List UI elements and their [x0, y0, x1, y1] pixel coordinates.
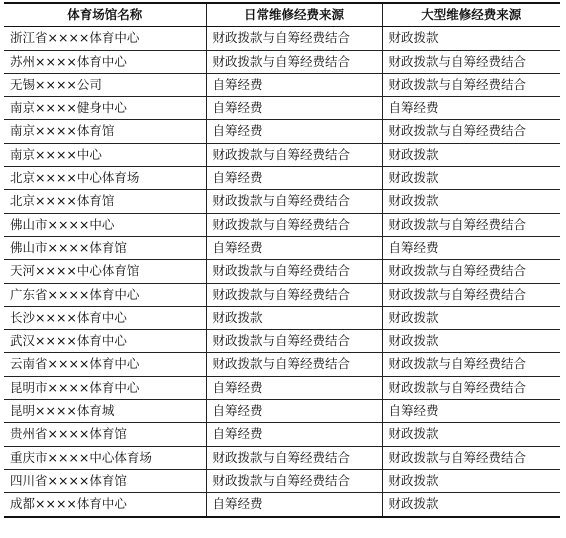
routine-maintenance-source-cell: 自筹经费 — [206, 97, 382, 120]
major-maintenance-source-cell: 财政拨款 — [382, 27, 560, 50]
routine-maintenance-source-cell: 财政拨款与自筹经费结合 — [206, 213, 382, 236]
routine-maintenance-source-cell: 财政拨款与自筹经费结合 — [206, 446, 382, 469]
major-maintenance-source-cell: 财政拨款 — [388, 496, 439, 512]
header-major-maintenance-source: 大型维修经费来源 — [382, 3, 560, 27]
major-maintenance-source-cell: 财政拨款与自筹经费结合 — [382, 353, 560, 376]
venue-name-cell: 广东省××××体育中心 — [4, 283, 206, 306]
major-maintenance-source-cell: 财政拨款与自筹经费结合 — [382, 120, 560, 143]
table-row — [4, 167, 560, 190]
routine-maintenance-source-cell: 财政拨款与自筹经费结合 — [206, 283, 382, 306]
major-maintenance-source-cell: 自筹经费 — [382, 400, 560, 423]
major-maintenance-source-cell: 财政拨款 — [382, 306, 560, 329]
major-maintenance-source-cell: 自筹经费 — [382, 236, 560, 259]
major-maintenance-source-cell: 财政拨款 — [382, 190, 560, 213]
major-maintenance-source-cell: 财政拨款 — [382, 143, 560, 166]
venue-name-cell: 佛山市××××体育馆 — [4, 236, 206, 259]
major-maintenance-source-cell: 财政拨款与自筹经费结合 — [382, 73, 560, 96]
routine-maintenance-source-cell: 财政拨款 — [206, 306, 382, 329]
venue-name-cell: 浙江省××××体育中心 — [4, 27, 206, 50]
routine-maintenance-source-cell: 自筹经费 — [206, 167, 382, 190]
table-row — [4, 50, 560, 73]
table-row — [4, 27, 560, 50]
table-header-row — [4, 3, 560, 27]
table-row — [4, 143, 560, 166]
major-maintenance-source-cell: 财政拨款与自筹经费结合 — [382, 283, 560, 306]
venue-name-cell: 苏州××××体育中心 — [4, 50, 206, 73]
major-maintenance-source-cell: 财政拨款与自筹经费结合 — [382, 50, 560, 73]
routine-maintenance-source-cell: 财政拨款与自筹经费结合 — [206, 50, 382, 73]
table-row — [4, 97, 560, 120]
routine-maintenance-source-cell: 财政拨款与自筹经费结合 — [206, 143, 382, 166]
venue-name-cell: 南京××××中心 — [4, 143, 206, 166]
venue-name-cell: 云南省××××体育中心 — [4, 353, 206, 376]
table-row — [4, 283, 560, 306]
table-row — [4, 446, 560, 469]
routine-maintenance-source-cell: 自筹经费 — [206, 376, 382, 399]
major-maintenance-source-cell: 财政拨款与自筹经费结合 — [382, 446, 560, 469]
venue-name-cell: 贵州省××××体育馆 — [4, 423, 206, 446]
venue-name-cell: 成都××××体育中心 — [4, 493, 206, 517]
major-maintenance-source-cell: 财政拨款与自筹经费结合 — [382, 213, 560, 236]
venue-name-cell: 佛山市××××中心 — [4, 213, 206, 236]
table-row — [4, 400, 560, 423]
table-body — [4, 27, 560, 517]
routine-maintenance-source-cell: 财政拨款与自筹经费结合 — [206, 260, 382, 283]
routine-maintenance-source-cell: 自筹经费 — [206, 493, 382, 517]
table-row — [4, 190, 560, 213]
table-row — [4, 213, 560, 236]
venue-name-cell: 昆明××××体育城 — [4, 400, 206, 423]
major-maintenance-source-cell: 财政拨款 — [382, 330, 560, 353]
table-row — [4, 376, 560, 399]
table-row — [4, 469, 560, 492]
table-row — [4, 353, 560, 376]
venue-name-cell: 无锡××××公司 — [4, 73, 206, 96]
venue-name-cell: 天河××××中心体育馆 — [4, 260, 206, 283]
major-maintenance-source-cell: 自筹经费 — [382, 97, 560, 120]
table-row — [4, 330, 560, 353]
header-venue-name: 体育场馆名称 — [4, 3, 206, 27]
table-row — [4, 493, 560, 517]
maintenance-funding-table — [4, 2, 560, 518]
venue-name-cell: 长沙××××体育中心 — [4, 306, 206, 329]
routine-maintenance-source-cell: 财政拨款与自筹经费结合 — [206, 353, 382, 376]
venue-name-cell: 重庆市××××中心体育场 — [4, 446, 206, 469]
major-maintenance-source-cell: 财政拨款 — [382, 469, 560, 492]
major-maintenance-source-cell: 财政拨款与自筹经费结合 — [382, 260, 560, 283]
table-row — [4, 423, 560, 446]
table-row — [4, 306, 560, 329]
venue-name-cell: 昆明市××××体育中心 — [4, 376, 206, 399]
venue-name-cell: 北京××××中心体育场 — [4, 167, 206, 190]
routine-maintenance-source-cell: 自筹经费 — [206, 400, 382, 423]
table-row — [4, 236, 560, 259]
venue-name-cell: 南京××××体育馆 — [4, 120, 206, 143]
venue-name-cell: 南京××××健身中心 — [4, 97, 206, 120]
venue-name-cell: 北京××××体育馆 — [4, 190, 206, 213]
table-row — [4, 73, 560, 96]
routine-maintenance-source-cell: 财政拨款与自筹经费结合 — [206, 190, 382, 213]
venue-name-cell: 武汉××××体育中心 — [4, 330, 206, 353]
table-row — [4, 120, 560, 143]
routine-maintenance-source-cell: 自筹经费 — [206, 73, 382, 96]
routine-maintenance-source-cell: 财政拨款与自筹经费结合 — [206, 469, 382, 492]
major-maintenance-source-cell: 财政拨款 — [382, 423, 560, 446]
major-maintenance-source-cell: 财政拨款 — [382, 167, 560, 190]
major-maintenance-source-cell: 财政拨款与自筹经费结合 — [382, 376, 560, 399]
routine-maintenance-source-cell: 自筹经费 — [206, 236, 382, 259]
routine-maintenance-source-cell: 自筹经费 — [206, 120, 382, 143]
header-routine-maintenance-source: 日常维修经费来源 — [206, 3, 382, 27]
venue-name-cell: 四川省××××体育馆 — [4, 469, 206, 492]
table-row — [4, 260, 560, 283]
routine-maintenance-source-cell: 财政拨款与自筹经费结合 — [206, 330, 382, 353]
routine-maintenance-source-cell: 财政拨款与自筹经费结合 — [206, 27, 382, 50]
routine-maintenance-source-cell: 自筹经费 — [206, 423, 382, 446]
